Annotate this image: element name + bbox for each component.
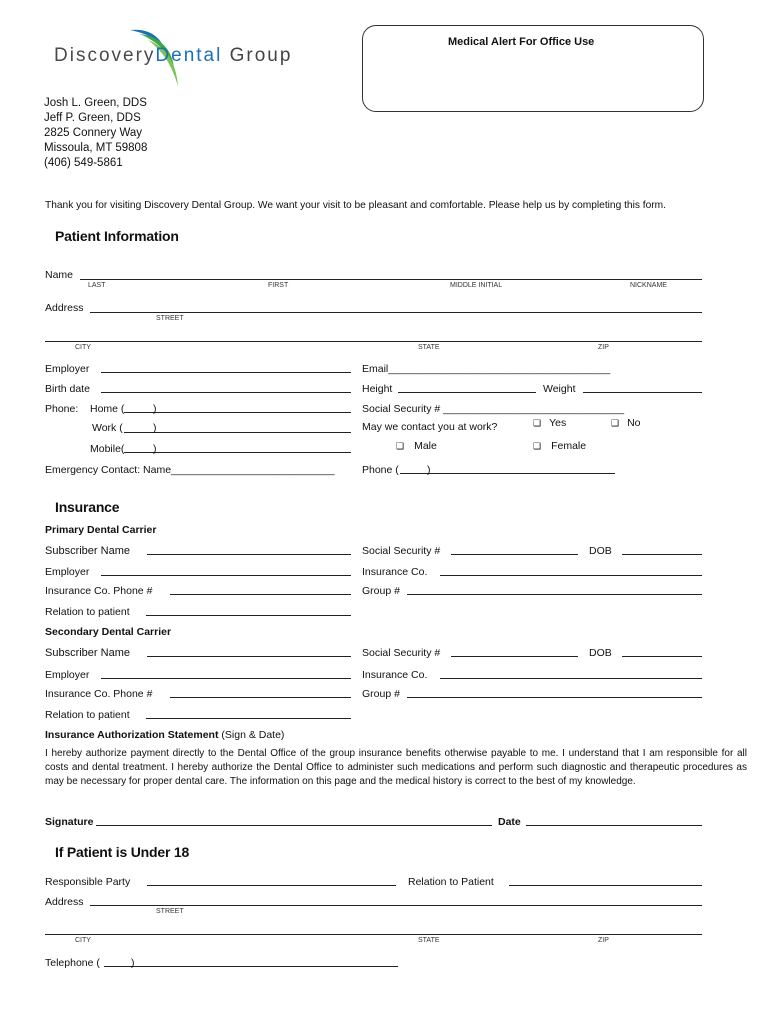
- signature-field[interactable]: [96, 825, 492, 826]
- email-label[interactable]: Email______________________________________: [362, 363, 611, 375]
- address-zip-sub: ZIP: [598, 344, 609, 351]
- birth-date-label: Birth date: [45, 383, 90, 395]
- name-label: Name: [45, 269, 74, 281]
- secondary-ssn-label: Social Security #: [362, 647, 441, 659]
- name-sub-nickname: NICKNAME: [630, 282, 667, 289]
- contact-work-question: May we contact you at work?: [362, 421, 498, 433]
- authorization-title: Insurance Authorization Statement: [45, 729, 219, 741]
- male-option[interactable]: [396, 440, 437, 452]
- secondary-relation-label: Relation to patient: [45, 709, 130, 721]
- home-phone-field[interactable]: [124, 412, 351, 413]
- ssn-label[interactable]: Social Security # _______________________________: [362, 403, 625, 415]
- home-phone-paren: ): [153, 403, 157, 415]
- under18-state-sub: STATE: [418, 937, 440, 944]
- authorization-text: I hereby authorize payment directly to the Dental Office of the group insurance benefits otherwise payable to me. I understand that I am responsible for all costs and dental treatment. I hereby authorize the Dental Office to administer such medications and perform such diagnostic and therapeutic procedures as may be necessary for proper dental care. The information on this page and the medical history is correct to the best of my knowledge.: [45, 748, 747, 788]
- logo-text: [54, 45, 292, 67]
- checkbox-icon[interactable]: ❑: [396, 441, 405, 451]
- primary-ins-phone-field[interactable]: [170, 594, 351, 595]
- primary-dob-label: DOB: [589, 545, 612, 557]
- secondary-group-field[interactable]: [407, 697, 702, 698]
- emergency-phone-label: Phone (: [362, 464, 399, 476]
- relation-to-patient-label: Relation to Patient: [408, 876, 494, 888]
- under18-zip-sub: ZIP: [598, 937, 609, 944]
- patient-info-heading: Patient Information: [55, 228, 179, 244]
- secondary-ins-phone-field[interactable]: [170, 697, 351, 698]
- secondary-subscriber-field[interactable]: [147, 656, 351, 657]
- contact-yes-option[interactable]: [533, 417, 566, 429]
- signature-label: Signature: [45, 816, 94, 828]
- address-city-field[interactable]: [45, 341, 702, 342]
- primary-employer-field[interactable]: [101, 575, 351, 576]
- primary-subscriber-label: Subscriber Name: [45, 545, 130, 557]
- mobile-phone-field[interactable]: [124, 452, 351, 453]
- practice-street: 2825 Connery Way: [44, 127, 143, 139]
- primary-relation-field[interactable]: [146, 615, 351, 616]
- female-option[interactable]: [533, 440, 586, 452]
- signature-date-label: Date: [498, 816, 521, 828]
- emergency-contact-label[interactable]: Emergency Contact: Name____________________________: [45, 464, 335, 476]
- height-label: Height: [362, 383, 393, 395]
- secondary-ins-co-label: Insurance Co.: [362, 669, 428, 681]
- practice-phone: (406) 549-5861: [44, 157, 123, 169]
- primary-group-label: Group #: [362, 585, 400, 597]
- under18-city-field[interactable]: [45, 934, 702, 935]
- primary-carrier-heading: Primary Dental Carrier: [45, 524, 157, 536]
- work-phone-label: Work (: [92, 422, 123, 434]
- work-phone-paren: ): [153, 422, 157, 434]
- practice-dentist-1: Josh L. Green, DDS: [44, 97, 147, 109]
- name-sub-middle: MIDDLE INITIAL: [450, 282, 503, 289]
- authorization-heading: [45, 729, 284, 741]
- under18-address-label: Address: [45, 896, 84, 908]
- authorization-note: (Sign & Date): [221, 729, 285, 741]
- medical-alert-title: Medical Alert For Office Use: [448, 36, 595, 48]
- under18-telephone-label: Telephone (: [45, 957, 100, 969]
- mobile-phone-label: Mobile(: [90, 443, 125, 455]
- primary-ins-co-label: Insurance Co.: [362, 566, 428, 578]
- responsible-party-label: Responsible Party: [45, 876, 131, 888]
- birth-date-field[interactable]: [101, 392, 351, 393]
- no-label: No: [627, 417, 641, 429]
- secondary-dob-label: DOB: [589, 647, 612, 659]
- employer-field[interactable]: [101, 372, 351, 373]
- emergency-phone-field[interactable]: [400, 473, 615, 474]
- under18-city-sub: CITY: [75, 937, 91, 944]
- address-label: Address: [45, 302, 84, 314]
- address-street-sub: STREET: [156, 315, 184, 322]
- primary-subscriber-field[interactable]: [147, 554, 351, 555]
- phone-label: Phone:: [45, 403, 79, 415]
- employer-label: Employer: [45, 363, 90, 375]
- mobile-phone-paren: ): [153, 443, 157, 455]
- secondary-relation-field[interactable]: [146, 718, 351, 719]
- logo-text-group: Group: [229, 45, 293, 66]
- practice-city: Missoula, MT 59808: [44, 142, 148, 154]
- secondary-dob-field[interactable]: [622, 656, 702, 657]
- relation-to-patient-field[interactable]: [509, 885, 702, 886]
- checkbox-icon[interactable]: ❑: [611, 418, 620, 428]
- primary-dob-field[interactable]: [622, 554, 702, 555]
- yes-label: Yes: [549, 417, 567, 429]
- male-label: Male: [414, 440, 437, 452]
- responsible-party-field[interactable]: [147, 885, 396, 886]
- primary-ins-phone-label: Insurance Co. Phone #: [45, 585, 153, 597]
- emergency-phone-paren: ): [427, 464, 431, 476]
- insurance-heading: Insurance: [55, 499, 120, 515]
- signature-date-field[interactable]: [526, 825, 702, 826]
- contact-no-option[interactable]: [611, 417, 641, 429]
- address-city-sub: CITY: [75, 344, 91, 351]
- checkbox-icon[interactable]: ❑: [533, 441, 542, 451]
- secondary-subscriber-label: Subscriber Name: [45, 647, 130, 659]
- secondary-ssn-field[interactable]: [451, 656, 578, 657]
- primary-ins-co-field[interactable]: [440, 575, 702, 576]
- primary-ssn-label: Social Security #: [362, 545, 441, 557]
- name-sub-first: FIRST: [268, 282, 289, 289]
- under18-telephone-field[interactable]: [104, 966, 398, 967]
- address-street-field[interactable]: [90, 312, 702, 313]
- primary-ssn-field[interactable]: [451, 554, 578, 555]
- intro-text: Thank you for visiting Discovery Dental Group. We want your visit to be pleasant and comfortable. Please help us by completing this form.: [45, 200, 666, 211]
- height-field[interactable]: [398, 392, 536, 393]
- weight-label: Weight: [543, 383, 576, 395]
- logo-text-discovery: Discovery: [54, 45, 156, 66]
- name-field[interactable]: [80, 279, 702, 280]
- practice-dentist-2: Jeff P. Green, DDS: [44, 112, 141, 124]
- under18-telephone-paren: ): [131, 957, 135, 969]
- address-state-sub: STATE: [418, 344, 440, 351]
- home-phone-label: Home (: [90, 403, 125, 415]
- secondary-ins-co-field[interactable]: [440, 678, 702, 679]
- secondary-employer-field[interactable]: [101, 678, 351, 679]
- primary-group-field[interactable]: [407, 594, 702, 595]
- primary-employer-label: Employer: [45, 566, 90, 578]
- work-phone-field[interactable]: [124, 432, 351, 433]
- under18-heading: If Patient is Under 18: [55, 844, 190, 860]
- under18-street-sub: STREET: [156, 908, 184, 915]
- under18-street-field[interactable]: [90, 905, 702, 906]
- secondary-carrier-heading: Secondary Dental Carrier: [45, 626, 172, 638]
- secondary-employer-label: Employer: [45, 669, 90, 681]
- logo-text-dental: Dental: [155, 45, 223, 66]
- checkbox-icon[interactable]: ❑: [533, 418, 542, 428]
- weight-field[interactable]: [583, 392, 702, 393]
- secondary-ins-phone-label: Insurance Co. Phone #: [45, 688, 153, 700]
- primary-relation-label: Relation to patient: [45, 606, 130, 618]
- secondary-group-label: Group #: [362, 688, 400, 700]
- female-label: Female: [551, 440, 587, 452]
- name-sub-last: LAST: [88, 282, 106, 289]
